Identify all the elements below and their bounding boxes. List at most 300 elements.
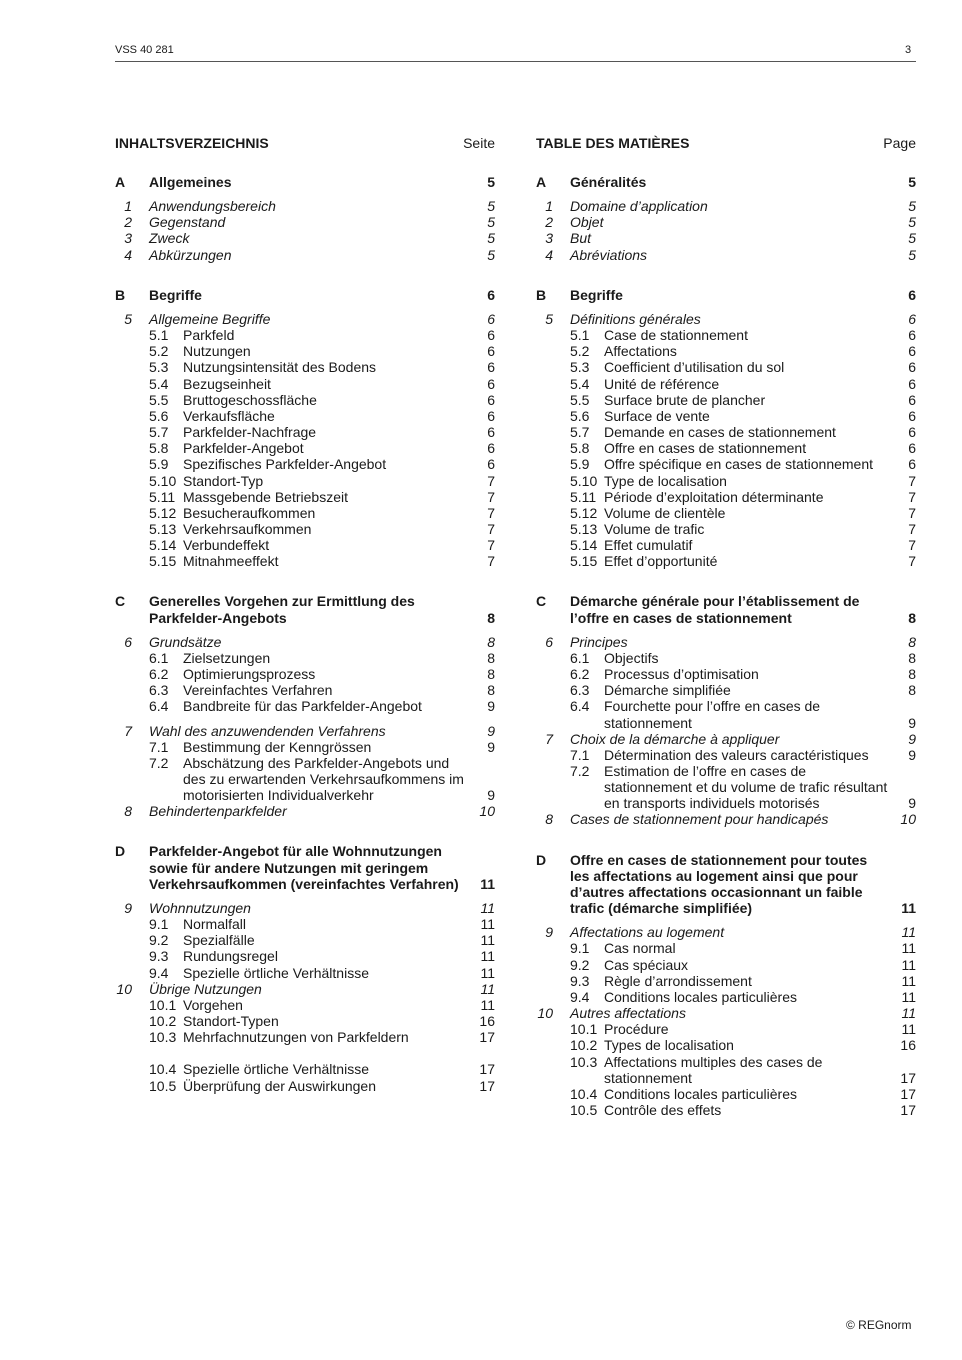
spacer: [115, 569, 495, 593]
entry-title: Vorgehen: [183, 996, 243, 1013]
entry-page-number: 16: [479, 1013, 495, 1030]
subsection-number: 5.11: [570, 488, 597, 505]
subsection-number: 10.1: [149, 996, 177, 1013]
subsection-number: 9.1: [570, 940, 590, 957]
toc-subsection: [536, 1102, 916, 1118]
toc-subsection: [536, 440, 916, 456]
entry-page-number: 8: [487, 633, 495, 650]
spacer: [536, 916, 916, 924]
toc-chapter: [536, 198, 916, 214]
entry-title: Objectifs: [604, 649, 659, 666]
toc-subsection: [115, 1013, 495, 1029]
entry-page-number: 9: [908, 714, 916, 731]
toc-subsection: [536, 392, 916, 408]
entry-page-number: 17: [479, 1077, 495, 1094]
entry-title: Gegenstand: [149, 214, 226, 231]
entry-page-number: 6: [908, 424, 916, 441]
entry-title: Volume de clientèle: [604, 504, 726, 521]
toc-subsection: [536, 553, 916, 569]
section-letter: C: [115, 593, 126, 610]
toc-subsection: [536, 505, 916, 521]
entry-title: Begriffe: [570, 286, 623, 303]
entry-page-number: 5: [908, 230, 916, 247]
toc-chapter: [536, 731, 916, 747]
toc-subsection: [115, 489, 495, 505]
spacer: [536, 626, 916, 634]
subsection-number: 10.4: [149, 1061, 177, 1078]
toc-french: [536, 135, 916, 1118]
entry-title: Bezugseinheit: [183, 375, 271, 392]
toc-subsection: [536, 537, 916, 553]
toc-chapter: [536, 811, 916, 827]
subsection-number: 5.4: [570, 375, 590, 392]
entry-title: Période d’exploitation déterminante: [604, 488, 824, 505]
spacer: [536, 303, 916, 311]
entry-page-number: 7: [487, 537, 495, 554]
spacer: [115, 190, 495, 198]
toc-subsection: [115, 553, 495, 569]
subsection-number: 5.5: [149, 391, 169, 408]
entry-page-number: 11: [901, 1021, 916, 1038]
entry-title: Volume de trafic: [604, 520, 705, 537]
entry-page-number: 11: [901, 972, 916, 989]
entry-page-number: 6: [908, 327, 916, 344]
toc-chapter: [536, 634, 916, 650]
entry-page-number: 6: [487, 286, 495, 303]
entry-title: Allgemeines: [149, 174, 232, 190]
entry-page-number: 8: [908, 682, 916, 699]
chapter-number: 6: [545, 633, 553, 650]
subsection-number: 5.15: [570, 553, 598, 570]
entry-page-number: 11: [480, 948, 495, 965]
chapter-number: 2: [545, 214, 553, 231]
entry-page-number: 17: [479, 1029, 495, 1046]
entry-title: Zielsetzungen: [183, 649, 271, 666]
toc-subsection: [536, 1086, 916, 1102]
toc-subsection: [115, 682, 495, 698]
entry-page-number: 7: [487, 520, 495, 537]
entry-title: Détermination des valeurs caractéristiques: [604, 746, 869, 763]
section-letter: B: [536, 286, 547, 303]
entry-page-number: 9: [908, 746, 916, 763]
subsection-number: 5.7: [149, 424, 169, 441]
toc-title: INHALTSVERZEICHNIS: [115, 135, 269, 151]
entry-page-number: 6: [908, 407, 916, 424]
entry-page-number: 6: [487, 456, 495, 473]
chapter-number: 1: [124, 198, 132, 215]
entry-title: Wahl des anzuwendenden Verfahrens: [149, 722, 386, 739]
entry-title: Nutzungsintensität des Bodens: [183, 359, 377, 376]
entry-page-number: 11: [901, 940, 916, 957]
subsection-number: 9.1: [149, 916, 169, 933]
entry-page-number: 6: [487, 440, 495, 457]
toc-subsection: [115, 755, 495, 803]
entry-page-number: 11: [480, 916, 495, 933]
entry-title: Contrôle des effets: [604, 1101, 722, 1118]
subsection-number: 5.12: [149, 504, 177, 521]
subsection-number: 5.6: [570, 407, 590, 424]
entry-page-number: 11: [480, 932, 495, 949]
toc-header: [536, 135, 916, 151]
subsection-number: 9.3: [570, 972, 590, 989]
toc-section: [536, 852, 916, 917]
entry-page-number: 5: [487, 214, 495, 231]
spacer: [115, 819, 495, 843]
spacer: [115, 1045, 495, 1061]
toc-subsection: [115, 505, 495, 521]
entry-page-number: 8: [487, 649, 495, 666]
toc-subsection: [536, 957, 916, 973]
entry-page-number: 6: [487, 375, 495, 392]
entry-page-number: 17: [900, 1085, 916, 1102]
subsection-number: 10.3: [149, 1029, 177, 1046]
subsection-number: 5.10: [149, 472, 177, 489]
entry-title: Démarche simplifiée: [604, 682, 731, 699]
spacer: [536, 569, 916, 593]
subsection-number: 5.12: [570, 504, 598, 521]
entry-page-number: 6: [908, 391, 916, 408]
entry-page-number: 8: [487, 609, 495, 626]
toc-subsection: [536, 343, 916, 359]
subsection-number: 5.2: [570, 343, 590, 360]
chapter-number: 1: [545, 198, 553, 215]
entry-page-number: 5: [908, 246, 916, 263]
subsection-number: 5.3: [149, 359, 169, 376]
chapter-number: 4: [124, 246, 132, 263]
entry-page-number: 11: [901, 900, 916, 917]
subsection-number: 6.4: [149, 698, 169, 715]
chapter-number: 5: [124, 310, 132, 327]
entry-title: Parkfelder-Angebot für alle Wohnnutzungen sowie für andere Nutzungen mit geringem Verkehrsaufkommen (vereinfachtes Verfahren): [149, 843, 459, 892]
subsection-number: 9.2: [149, 932, 169, 949]
chapter-number: 3: [124, 230, 132, 247]
subsection-number: 5.3: [570, 359, 590, 376]
entry-title: Parkfelder-Nachfrage: [183, 424, 317, 441]
toc-section: [536, 593, 916, 625]
entry-page-number: 11: [480, 964, 495, 981]
chapter-number: 6: [124, 633, 132, 650]
toc-entries: [536, 174, 916, 1118]
entry-page-number: 5: [487, 174, 495, 190]
subsection-number: 6.1: [149, 649, 169, 666]
chapter-number: 10: [116, 980, 132, 997]
entry-page-number: 6: [487, 359, 495, 376]
toc-subsection: [115, 698, 495, 714]
subsection-number: 6.4: [570, 698, 590, 715]
toc-subsection: [536, 650, 916, 666]
entry-title: Généralités: [570, 174, 647, 190]
entry-title: Parkfelder-Angebot: [183, 440, 304, 457]
subsection-number: 5.8: [570, 440, 590, 457]
entry-title: Effet d’opportunité: [604, 553, 718, 570]
entry-page-number: 7: [487, 553, 495, 570]
entry-page-number: 17: [900, 1069, 916, 1086]
entry-title: Conditions locales particulières: [604, 988, 797, 1005]
toc-subsection: [115, 408, 495, 424]
entry-page-number: 7: [908, 553, 916, 570]
entry-title: Übrige Nutzungen: [149, 980, 262, 997]
entry-page-number: 7: [487, 488, 495, 505]
entry-page-number: 9: [487, 738, 495, 755]
entry-title: Optimierungsprozess: [183, 666, 316, 683]
entry-page-number: 7: [908, 520, 916, 537]
entry-page-number: 5: [908, 214, 916, 231]
toc-subsection: [115, 666, 495, 682]
toc-chapter: [536, 214, 916, 230]
entry-title: Affectations multiples des cases de stationnement: [604, 1053, 823, 1086]
entry-page-number: 7: [908, 472, 916, 489]
chapter-number: 8: [124, 803, 132, 820]
chapter-number: 9: [545, 924, 553, 941]
entry-title: Nutzungen: [183, 343, 251, 360]
page-column-label: Seite: [463, 135, 495, 151]
entry-page-number: 5: [908, 174, 916, 190]
entry-title: Offre spécifique en cases de stationnement: [604, 456, 874, 473]
toc-subsection: [536, 473, 916, 489]
subsection-number: 5.5: [570, 391, 590, 408]
entry-page-number: 11: [480, 996, 495, 1013]
entry-page-number: 6: [487, 343, 495, 360]
entry-title: Choix de la démarche à appliquer: [570, 730, 780, 747]
entry-title: Zweck: [149, 230, 190, 247]
subsection-number: 10.2: [149, 1013, 177, 1030]
entry-page-number: 6: [908, 286, 916, 303]
toc-subsection: [115, 965, 495, 981]
entry-title: Parkfeld: [183, 327, 235, 344]
spacer: [115, 715, 495, 723]
toc-subsection: [115, 343, 495, 359]
toc-subsection: [536, 489, 916, 505]
toc-subsection: [536, 408, 916, 424]
entry-title: Fourchette pour l’offre en cases de stationnement: [604, 698, 821, 731]
entry-title: Begriffe: [149, 286, 202, 303]
entry-title: Types de localisation: [604, 1037, 734, 1054]
entry-page-number: 6: [908, 359, 916, 376]
toc-subsection: [115, 440, 495, 456]
section-letter: A: [115, 174, 126, 190]
spacer: [536, 190, 916, 198]
toc-subsection: [115, 456, 495, 472]
toc-subsection: [536, 989, 916, 1005]
entry-title: Spezialfälle: [183, 932, 255, 949]
toc-subsection: [536, 1054, 916, 1086]
copyright-footer: © REGnorm: [846, 1318, 912, 1332]
entry-title: Normalfall: [183, 916, 247, 933]
subsection-number: 7.1: [570, 746, 590, 763]
toc-subsection: [536, 973, 916, 989]
entry-title: Coefficient d’utilisation du sol: [604, 359, 785, 376]
entry-title: Spezielle örtliche Verhältnisse: [183, 1061, 369, 1078]
toc-chapter: [115, 900, 495, 916]
entry-page-number: 11: [901, 988, 916, 1005]
subsection-number: 9.2: [570, 956, 590, 973]
entry-title: Abkürzungen: [149, 246, 232, 263]
chapter-number: 8: [545, 811, 553, 828]
subsection-number: 5.10: [570, 472, 598, 489]
spacer: [115, 303, 495, 311]
subsection-number: 5.11: [149, 488, 176, 505]
toc-chapter: [115, 981, 495, 997]
entry-title: Vereinfachtes Verfahren: [183, 682, 333, 699]
toc-subsection: [536, 327, 916, 343]
entry-title: Effet cumulatif: [604, 537, 693, 554]
entry-page-number: 11: [480, 899, 495, 916]
spacer: [115, 626, 495, 634]
entry-page-number: 6: [908, 343, 916, 360]
entry-title: Domaine d’application: [570, 198, 708, 215]
entry-title: Generelles Vorgehen zur Ermittlung des Parkfelder-Angebots: [149, 593, 415, 626]
entry-title: Verbundeffekt: [183, 537, 270, 554]
entry-page-number: 6: [487, 424, 495, 441]
running-header-doc-id: VSS 40 281: [115, 44, 174, 56]
entry-page-number: 5: [487, 198, 495, 215]
entry-page-number: 5: [487, 246, 495, 263]
entry-title: Verkaufsfläche: [183, 407, 275, 424]
entry-title: Conditions locales particulières: [604, 1085, 797, 1102]
toc-chapter: [115, 803, 495, 819]
subsection-number: 6.1: [570, 649, 590, 666]
toc-subsection: [115, 1029, 495, 1045]
entry-title: Verkehrsaufkommen: [183, 520, 312, 537]
entry-title: Autres affectations: [570, 1005, 686, 1022]
section-letter: C: [536, 593, 547, 610]
subsection-number: 6.2: [149, 666, 169, 683]
subsection-number: 10.4: [570, 1085, 598, 1102]
toc-subsection: [115, 424, 495, 440]
subsection-number: 5.9: [149, 456, 169, 473]
toc-subsection: [115, 932, 495, 948]
entry-title: Behindertenparkfelder: [149, 803, 287, 820]
toc-chapter: [115, 230, 495, 246]
entry-title: Grundsätze: [149, 633, 222, 650]
subsection-number: 9.4: [570, 988, 590, 1005]
toc-chapter: [536, 1005, 916, 1021]
entry-page-number: 7: [487, 472, 495, 489]
entry-title: Principes: [570, 633, 628, 650]
entry-page-number: 16: [900, 1037, 916, 1054]
entry-title: Démarche générale pour l’établissement de l’offre en cases de stationnement: [570, 593, 860, 626]
toc-section: [536, 174, 916, 190]
header-rule: [115, 61, 916, 62]
subsection-number: 10.3: [570, 1053, 598, 1070]
entry-title: Spezielle örtliche Verhältnisse: [183, 964, 369, 981]
subsection-number: 10.5: [149, 1077, 177, 1094]
entry-page-number: 8: [908, 609, 916, 626]
spacer: [115, 263, 495, 287]
entry-page-number: 8: [487, 666, 495, 683]
toc-subsection: [536, 424, 916, 440]
toc-subsection: [115, 327, 495, 343]
subsection-number: 5.15: [149, 553, 177, 570]
toc-section: [115, 843, 495, 891]
toc-subsection: [115, 376, 495, 392]
entry-title: Massgebende Betriebszeit: [183, 488, 348, 505]
subsection-number: 5.9: [570, 456, 590, 473]
toc-german: [115, 135, 495, 1094]
entry-title: Besucheraufkommen: [183, 504, 316, 521]
entry-title: Wohnnutzungen: [149, 899, 251, 916]
subsection-number: 5.8: [149, 440, 169, 457]
entry-page-number: 6: [487, 407, 495, 424]
subsection-number: 10.2: [570, 1037, 598, 1054]
entry-title: But: [570, 230, 592, 247]
spacer: [115, 892, 495, 900]
toc-section: [115, 174, 495, 190]
toc-subsection: [536, 940, 916, 956]
subsection-number: 9.3: [149, 948, 169, 965]
entry-title: Bandbreite für das Parkfelder-Angebot: [183, 698, 422, 715]
toc-subsection: [115, 916, 495, 932]
entry-title: Cases de stationnement pour handicapés: [570, 811, 829, 828]
entry-title: Surface brute de plancher: [604, 391, 766, 408]
entry-page-number: 9: [487, 722, 495, 739]
chapter-number: 7: [124, 722, 132, 739]
entry-page-number: 6: [908, 310, 916, 327]
toc-subsection: [115, 537, 495, 553]
section-letter: D: [115, 843, 126, 860]
entry-page-number: 7: [908, 537, 916, 554]
subsection-number: 5.7: [570, 424, 590, 441]
entry-page-number: 6: [487, 327, 495, 344]
entry-title: Définitions générales: [570, 310, 701, 327]
chapter-number: 10: [537, 1005, 553, 1022]
entry-title: Type de localisation: [604, 472, 727, 489]
entry-page-number: 6: [487, 391, 495, 408]
toc-subsection: [536, 1037, 916, 1053]
toc-chapter: [115, 634, 495, 650]
entry-title: Bestimmung der Kenngrössen: [183, 738, 372, 755]
entry-page-number: 8: [908, 633, 916, 650]
entry-title: Processus d’optimisation: [604, 666, 759, 683]
entry-page-number: 11: [901, 924, 916, 941]
chapter-number: 2: [124, 214, 132, 231]
section-letter: D: [536, 851, 547, 868]
entry-page-number: 7: [908, 488, 916, 505]
subsection-number: 7.2: [149, 754, 169, 771]
page-number: 3: [905, 44, 912, 56]
toc-subsection: [536, 666, 916, 682]
entry-page-number: 8: [908, 649, 916, 666]
toc-subsection: [115, 473, 495, 489]
toc-entries: [115, 174, 495, 1094]
toc-subsection: [115, 948, 495, 964]
entry-page-number: 9: [487, 698, 495, 715]
entry-page-number: 6: [487, 310, 495, 327]
toc-subsection: [115, 739, 495, 755]
entry-page-number: 9: [908, 730, 916, 747]
entry-title: Affectations au logement: [570, 924, 725, 941]
toc-chapter: [115, 214, 495, 230]
toc-chapter: [115, 247, 495, 263]
subsection-number: 6.3: [570, 682, 590, 699]
entry-page-number: 6: [908, 456, 916, 473]
subsection-number: 10.1: [570, 1021, 598, 1038]
toc-subsection: [536, 1021, 916, 1037]
subsection-number: 7.2: [570, 763, 590, 779]
toc-subsection: [536, 521, 916, 537]
spacer: [536, 828, 916, 852]
subsection-number: 10.5: [570, 1101, 598, 1118]
subsection-number: 5.13: [149, 520, 177, 537]
entry-title: Rundungsregel: [183, 948, 278, 965]
entry-page-number: 17: [900, 1101, 916, 1118]
subsection-number: 5.1: [149, 327, 169, 344]
entry-page-number: 17: [479, 1061, 495, 1078]
entry-title: Unité de référence: [604, 375, 720, 392]
subsection-number: 5.13: [570, 520, 598, 537]
toc-subsection: [115, 392, 495, 408]
entry-page-number: 5: [908, 198, 916, 215]
